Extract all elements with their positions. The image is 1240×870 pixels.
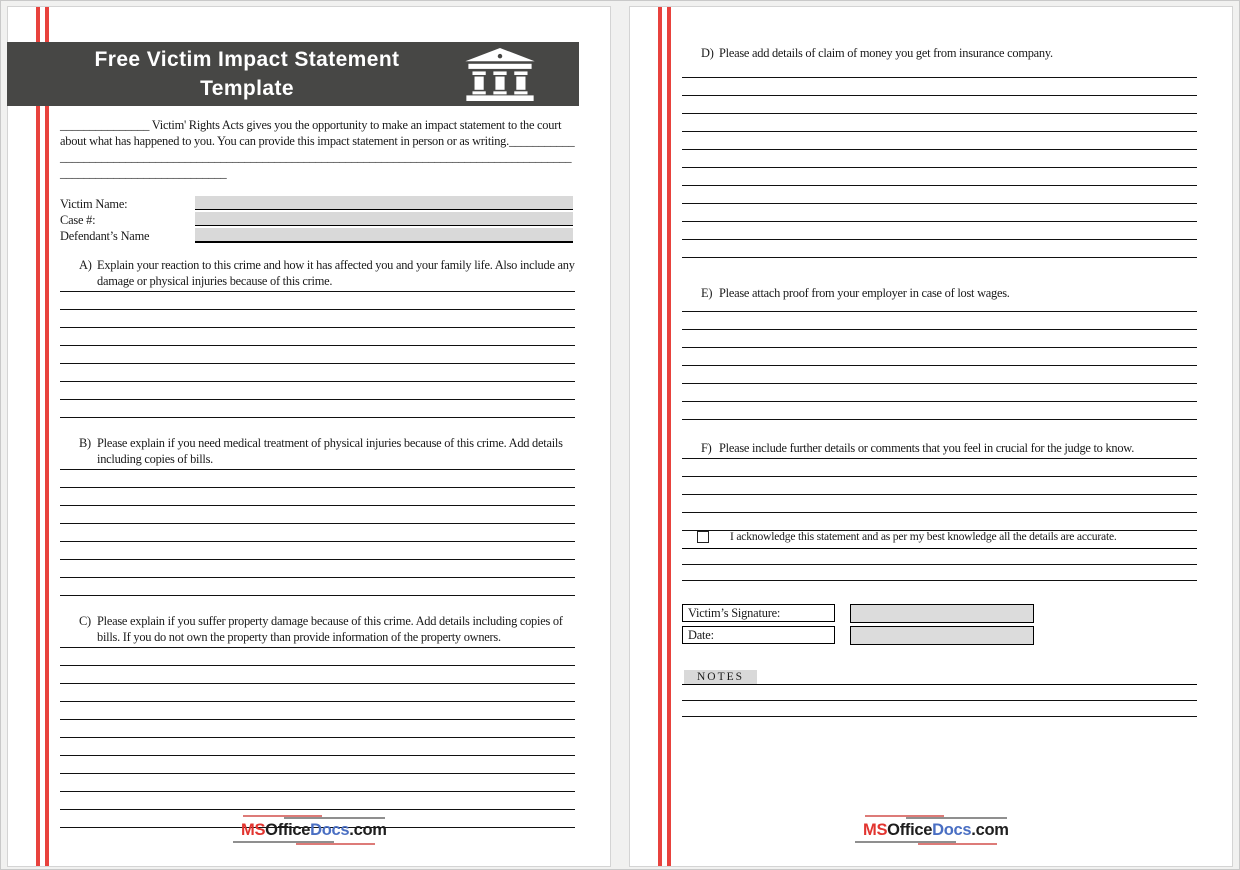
intro-text: Victim' Rights Acts gives you the opportunity to make an impact statement to the court about what has happened to you. You can provide this impact statement in person or as writing. <box>60 118 562 148</box>
writing-line[interactable] <box>60 327 575 345</box>
victim-name-label: Victim Name: <box>60 197 128 211</box>
writing-line[interactable] <box>682 95 1197 113</box>
writing-line[interactable] <box>60 399 575 417</box>
victim-signature-input[interactable] <box>850 604 1034 623</box>
writing-line[interactable] <box>60 737 575 755</box>
writing-line[interactable] <box>682 113 1197 131</box>
writing-line[interactable] <box>60 363 575 381</box>
section-letter: A) <box>79 258 92 272</box>
section-a <box>60 257 575 435</box>
writing-line[interactable] <box>682 221 1197 239</box>
blank-line[interactable]: _____________________________________________________________________________________________________________________________ <box>60 134 575 180</box>
logo-ms: MS <box>863 821 888 839</box>
defendant-name-label: Defendant’s Name <box>60 229 150 243</box>
writing-line[interactable] <box>682 365 1197 383</box>
signature-block <box>682 604 1197 648</box>
victim-signature-label: Victim’s Signature: <box>682 604 835 622</box>
writing-line[interactable] <box>60 381 575 399</box>
acknowledgment-block <box>682 528 1197 581</box>
field-row-case-number <box>60 211 575 227</box>
writing-line[interactable] <box>60 345 575 363</box>
writing-line[interactable] <box>682 549 1197 565</box>
writing-line[interactable] <box>60 719 575 737</box>
logo-com: .com <box>349 821 387 839</box>
notes-block <box>682 667 1197 717</box>
section-prompt: Explain your reaction to this crime and how it has affected you and your family life. Also include any damage or physical injuries because of this crime. <box>97 258 575 288</box>
writing-line[interactable] <box>60 683 575 701</box>
writing-line[interactable] <box>60 755 575 773</box>
writing-line[interactable] <box>60 523 575 541</box>
logo-office: Office <box>265 821 311 839</box>
writing-line[interactable] <box>682 167 1197 185</box>
writing-line[interactable] <box>682 257 1197 275</box>
writing-line[interactable] <box>682 701 1197 717</box>
victim-name-input[interactable] <box>195 196 573 210</box>
msofficedocs-logo <box>863 815 1009 845</box>
footer-brand <box>8 815 610 845</box>
writing-line[interactable] <box>682 494 1197 512</box>
writing-line[interactable] <box>60 595 575 613</box>
writing-line[interactable] <box>60 541 575 559</box>
document-title <box>47 45 447 103</box>
notes-label: NOTES <box>684 670 757 684</box>
writing-line[interactable] <box>60 647 575 665</box>
writing-line[interactable] <box>682 203 1197 221</box>
section-letter: F) <box>701 441 712 455</box>
date-input[interactable] <box>850 626 1034 645</box>
logo-ms: MS <box>241 821 266 839</box>
notes-header-line <box>682 667 1197 685</box>
acknowledgment-checkbox[interactable] <box>697 531 709 543</box>
writing-line[interactable] <box>60 291 575 309</box>
section-b <box>60 435 575 613</box>
date-label: Date: <box>682 626 835 644</box>
acknowledgment-text: I acknowledge this statement and as per my best knowledge all the details are accurate. <box>730 530 1117 543</box>
logo-com: .com <box>971 821 1009 839</box>
section-letter: E) <box>701 286 713 300</box>
writing-line[interactable] <box>682 185 1197 203</box>
writing-line[interactable] <box>60 791 575 809</box>
page-2 <box>629 6 1233 867</box>
section-c <box>60 613 575 845</box>
writing-line[interactable] <box>682 476 1197 494</box>
section-heading <box>60 435 575 467</box>
intro-paragraph <box>60 117 575 181</box>
writing-line[interactable] <box>60 417 575 435</box>
logo-docs: Docs <box>310 821 350 839</box>
field-row-victim-name <box>60 195 575 211</box>
document-header-banner <box>7 42 579 106</box>
logo-office: Office <box>887 821 933 839</box>
case-number-input[interactable] <box>195 212 573 226</box>
writing-line[interactable] <box>682 311 1197 329</box>
section-prompt: Please include further details or comments that you feel in crucial for the judge to know. <box>719 441 1135 455</box>
accent-stripe <box>667 7 671 866</box>
date-row <box>682 626 1197 644</box>
writing-line[interactable] <box>60 701 575 719</box>
logo-text <box>241 819 387 841</box>
logo-docs: Docs <box>932 821 972 839</box>
courthouse-icon <box>465 48 535 106</box>
logo-bottom-rule <box>863 841 999 845</box>
page1-sections <box>60 257 575 845</box>
writing-line[interactable] <box>60 309 575 327</box>
writing-line[interactable] <box>60 487 575 505</box>
writing-line[interactable] <box>682 401 1197 419</box>
writing-line[interactable] <box>682 239 1197 257</box>
case-number-label: Case #: <box>60 213 96 227</box>
page2-sections <box>682 45 1197 548</box>
document-title-line1: Free Victim Impact Statement <box>94 48 400 71</box>
writing-line[interactable] <box>682 458 1197 476</box>
section-letter: D) <box>701 46 714 60</box>
document-title-line2: Template <box>200 77 294 100</box>
section-heading <box>60 613 575 645</box>
defendant-name-input[interactable] <box>195 228 573 243</box>
section-d <box>682 45 1197 275</box>
accent-stripe <box>658 7 662 866</box>
section-letter: C) <box>79 614 91 628</box>
section-prompt: Please explain if you need medical treatment of physical injuries because of this crime. Add details including copies of bills. <box>97 436 563 466</box>
writing-line[interactable] <box>60 469 575 487</box>
writing-line[interactable] <box>682 419 1197 437</box>
footer-brand <box>630 815 1232 845</box>
logo-top-rule <box>241 815 377 819</box>
signature-row <box>682 604 1197 622</box>
msofficedocs-logo <box>241 815 387 845</box>
accent-stripe <box>36 7 40 866</box>
section-heading <box>60 257 575 289</box>
writing-line[interactable] <box>60 577 575 595</box>
field-row-defendant-name <box>60 227 575 243</box>
writing-line[interactable] <box>682 329 1197 347</box>
writing-line[interactable] <box>682 347 1197 365</box>
writing-line[interactable] <box>682 565 1197 581</box>
writing-line[interactable] <box>682 131 1197 149</box>
writing-line[interactable] <box>682 149 1197 167</box>
writing-line[interactable] <box>60 505 575 523</box>
section-prompt: Please attach proof from your employer in case of lost wages. <box>719 286 1010 300</box>
acknowledgment-row <box>682 528 1197 549</box>
section-heading <box>682 285 1197 301</box>
section-letter: B) <box>79 436 91 450</box>
blank-line[interactable]: _______________ <box>60 118 150 132</box>
writing-line[interactable] <box>682 383 1197 401</box>
writing-line[interactable] <box>60 559 575 577</box>
writing-line[interactable] <box>60 773 575 791</box>
section-e <box>682 285 1197 437</box>
section-prompt: Please add details of claim of money you get from insurance company. <box>719 46 1053 60</box>
accent-stripe <box>45 7 49 866</box>
logo-top-rule <box>863 815 999 819</box>
section-heading <box>682 440 1197 456</box>
logo-text <box>863 819 1009 841</box>
section-prompt: Please explain if you suffer property damage because of this crime. Add details including copies of bills. If you do not own the property than provide information of the property owners. <box>97 614 563 644</box>
victim-info-fields <box>60 195 575 243</box>
logo-bottom-rule <box>241 841 377 845</box>
writing-line[interactable] <box>682 685 1197 701</box>
writing-line[interactable] <box>682 77 1197 95</box>
section-heading <box>682 45 1197 61</box>
page-1 <box>7 6 611 867</box>
writing-line[interactable] <box>60 665 575 683</box>
